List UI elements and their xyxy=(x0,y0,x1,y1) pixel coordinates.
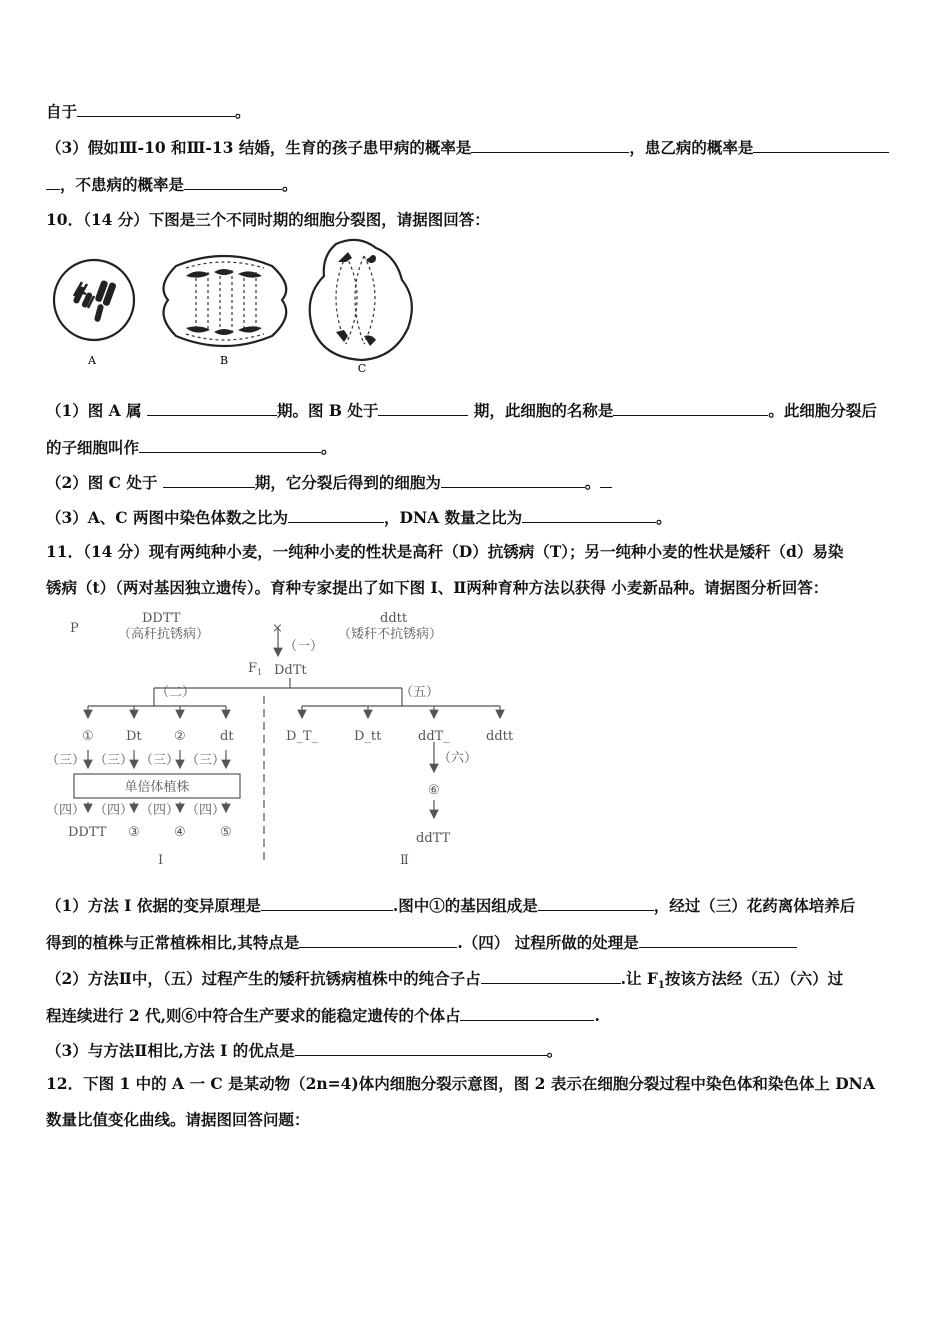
q11-p2-cont: 程连续进行 2 代,则⑥中符合生产要求的能稳定遗传的个体占 . xyxy=(46,1006,600,1025)
parent1-genotype: DDTT xyxy=(142,611,181,626)
step-three-2: （三） xyxy=(94,753,134,768)
answer-blank[interactable] xyxy=(163,473,255,488)
cross-symbol: × xyxy=(272,621,283,636)
cell-b xyxy=(164,256,287,367)
answer-blank[interactable] xyxy=(481,969,621,984)
label-a: A xyxy=(88,354,96,367)
q9-line1: 自于 。 xyxy=(46,102,251,121)
q9-line2: （3）假如Ⅲ-10 和Ⅲ-13 结婚，生育的孩子患甲病的概率是 ，患乙病的概率是 xyxy=(46,136,889,158)
cell-a xyxy=(54,260,134,367)
step-six: （六） xyxy=(438,751,478,766)
answer-blank[interactable] xyxy=(753,138,889,153)
cell-division-figure xyxy=(46,236,426,376)
step-one: （一） xyxy=(284,639,324,654)
answer-blank[interactable] xyxy=(139,438,321,453)
q12-line1: 12．下图 1 中的 A 一 C 是某动物（2n=4)体内细胞分裂示意图，图 2 表示在细胞分裂过程中染色体和染色体上 DNA xyxy=(46,1074,875,1093)
answer-blank[interactable] xyxy=(460,1006,594,1021)
cell-c xyxy=(310,240,412,375)
answer-blank[interactable] xyxy=(261,896,393,911)
step-four-4: （四） xyxy=(186,803,226,818)
answer-blank[interactable] xyxy=(522,508,656,523)
step-three-1: （三） xyxy=(46,753,86,768)
left-final-4: ⑤ xyxy=(220,825,232,840)
q10-stem: 10．（14 分）下图是三个不同时期的细胞分裂图，请据图回答： xyxy=(46,210,490,229)
answer-blank[interactable] xyxy=(46,175,60,190)
answer-blank[interactable] xyxy=(184,175,282,190)
left-gamete-4: dt xyxy=(220,729,234,744)
answer-blank[interactable] xyxy=(600,473,612,488)
method-one-label: I xyxy=(158,853,164,868)
left-final-3: ④ xyxy=(174,825,186,840)
q11-p1: （1）方法 I 依据的变异原理是 .图中①的基因组成是 ，经过（三）花药离体培养后 xyxy=(46,896,856,915)
ddTT-label: ddTT xyxy=(416,831,451,846)
q12-line2: 数量比值变化曲线。请据图回答问题： xyxy=(46,1110,310,1129)
generation-p: P xyxy=(70,621,79,636)
left-final-1: DDTT xyxy=(68,825,107,840)
parent1-desc: （高秆抗锈病） xyxy=(118,627,210,642)
step-three-3: （三） xyxy=(140,753,180,768)
q11-stem-1: 11．（14 分）现有两纯种小麦，一纯种小麦的性状是高秆（D）抗锈病（T）；另一纯种小麦的性状是矮秆（d）易染 xyxy=(46,542,844,561)
breeding-diagram xyxy=(46,608,526,870)
q9-line3: ，不患病的概率是 。 xyxy=(46,173,298,195)
q11-p3: （3）与方法Ⅱ相比,方法 I 的优点是 。 xyxy=(46,1041,563,1060)
q10-p1: （1）图 A 属 期。图 B 处于 期，此细胞的名称是 。此细胞分裂后 xyxy=(46,401,877,420)
answer-blank[interactable] xyxy=(378,401,468,416)
right-pheno-1: D_T_ xyxy=(286,729,319,744)
step-four-3: （四） xyxy=(140,803,180,818)
answer-blank[interactable] xyxy=(147,401,277,416)
answer-blank[interactable] xyxy=(295,1041,547,1056)
parent2-desc: （矮秆不抗锈病） xyxy=(338,627,443,642)
answer-blank[interactable] xyxy=(441,473,585,488)
left-gamete-3: ② xyxy=(174,729,186,744)
answer-blank[interactable] xyxy=(299,933,457,948)
left-final-2: ③ xyxy=(128,825,140,840)
method-two-label: Ⅱ xyxy=(400,853,409,868)
label-b: B xyxy=(219,354,229,367)
q11-p1-cont: 得到的植株与正常植株相比,其特点是 .（四） 过程所做的处理是 xyxy=(46,931,797,953)
answer-blank[interactable] xyxy=(288,508,384,523)
q11-p2: （2）方法Ⅱ中，（五）过程产生的矮秆抗锈病植株中的纯合子占 .让 $F_1$按该方法经（五）（六）过 xyxy=(46,969,844,992)
answer-blank[interactable] xyxy=(538,896,654,911)
haploid-label: 单倍体植株 xyxy=(124,780,190,795)
q10-p2: （2）图 C 处于 期，它分裂后得到的细胞为 。 xyxy=(46,471,612,493)
step-two: （二） xyxy=(156,685,196,700)
right-pheno-4: ddtt xyxy=(486,729,514,744)
right-pheno-3: ddT_ xyxy=(418,729,450,744)
left-gamete-1: ① xyxy=(82,729,94,744)
left-gamete-2: Dt xyxy=(126,729,142,744)
q10-p3: （3）A、C 两图中染色体数之比为 ，DNA 数量之比为 。 xyxy=(46,508,672,527)
circled-six: ⑥ xyxy=(428,783,440,798)
step-four-1: （四） xyxy=(46,803,86,818)
q10-p1-cont: 的子细胞叫作 。 xyxy=(46,438,337,457)
label-c: C xyxy=(357,362,367,375)
answer-blank[interactable] xyxy=(77,102,235,117)
right-pheno-2: D_tt xyxy=(354,729,382,744)
parent2-genotype: ddtt xyxy=(380,611,408,626)
step-four-2: （四） xyxy=(94,803,134,818)
answer-blank[interactable] xyxy=(471,138,629,153)
step-three-4: （三） xyxy=(186,753,226,768)
f1-label: $F_1$ xyxy=(248,661,263,677)
f1-genotype: DdTt xyxy=(274,663,307,678)
answer-blank[interactable] xyxy=(639,933,797,948)
answer-blank[interactable] xyxy=(613,401,768,416)
step-five: （五） xyxy=(400,685,440,700)
q11-stem-2: 锈病（t）（两对基因独立遗传）。育种专家提出了如下图 I、Ⅱ两种育种方法以获得 小麦新品种。请据图分析回答： xyxy=(46,578,829,597)
